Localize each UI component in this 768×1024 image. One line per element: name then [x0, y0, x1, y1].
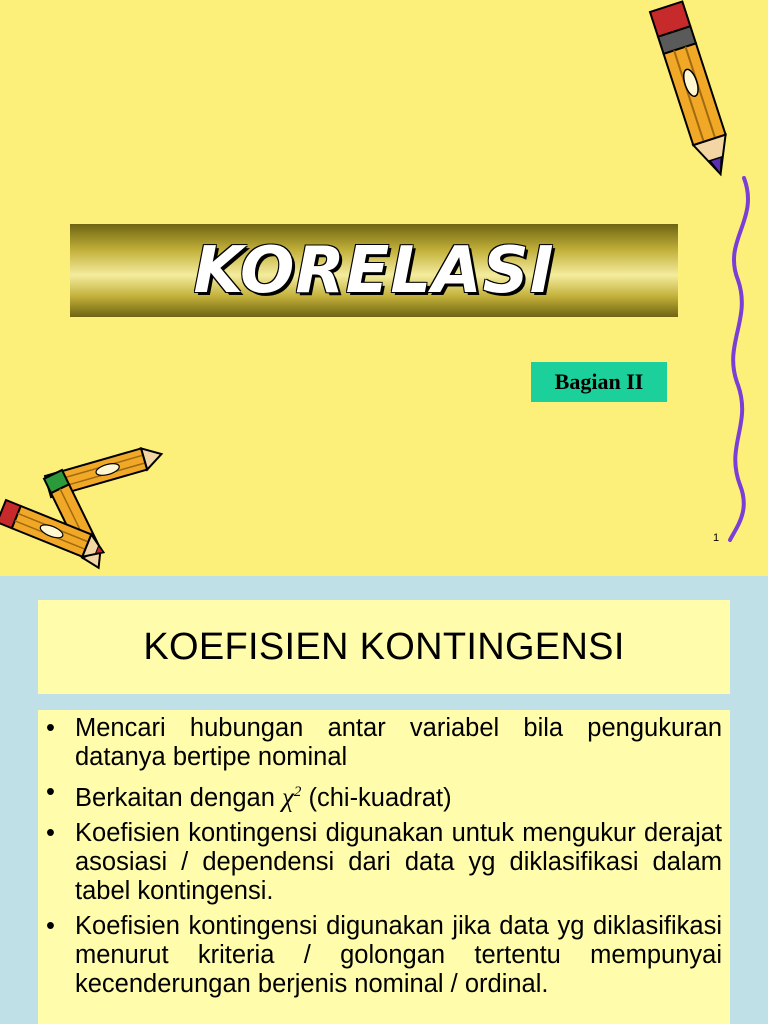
chi-letter: χ: [282, 782, 294, 812]
page-number: 1: [713, 532, 720, 544]
bullet-text: [75, 778, 722, 813]
bullet-text: Koefisien kontingensi digunakan untuk mengukur derajat asosiasi / dependensi dari data yg diklasifikasi dalam tabel kontingensi.: [75, 819, 722, 905]
bullet-icon: •: [46, 778, 55, 806]
bullet-icon: •: [46, 912, 55, 940]
list-item: [43, 912, 722, 999]
heading-box: [38, 600, 730, 694]
pencil-icon: [650, 1, 737, 179]
chi-superscript: 2: [293, 784, 302, 800]
bullet-list: [38, 710, 730, 999]
bullet-box: [38, 710, 730, 1024]
list-item: [43, 714, 722, 772]
bullet-icon: •: [46, 714, 55, 742]
subtitle-text: Bagian II: [554, 369, 644, 394]
bullet-icon: •: [46, 819, 55, 847]
list-item: [43, 778, 722, 813]
title-banner: [70, 224, 678, 317]
chi-symbol: [282, 782, 301, 812]
bullet-prefix: Berkaitan dengan: [75, 784, 282, 812]
bullet-text: Mencari hubungan antar variabel bila pengukuran datanya bertipe nominal: [75, 714, 722, 771]
slide-heading: KOEFISIEN KONTINGENSI: [143, 625, 625, 668]
bullet-text: Koefisien kontingensi digunakan jika data yg diklasifikasi menurut kriteria / golongan tertentu mempunyai kecenderungan berjenis nominal / ordinal.: [75, 912, 722, 998]
list-item: [43, 819, 722, 906]
subtitle-badge: [531, 362, 667, 402]
bullet-suffix: (chi-kuadrat): [301, 784, 452, 812]
slide-content: [0, 576, 768, 1024]
crossed-pencils-icon: [0, 443, 164, 572]
squiggle-line-icon: [730, 178, 748, 540]
slide-title-text: KORELASI: [193, 233, 555, 308]
